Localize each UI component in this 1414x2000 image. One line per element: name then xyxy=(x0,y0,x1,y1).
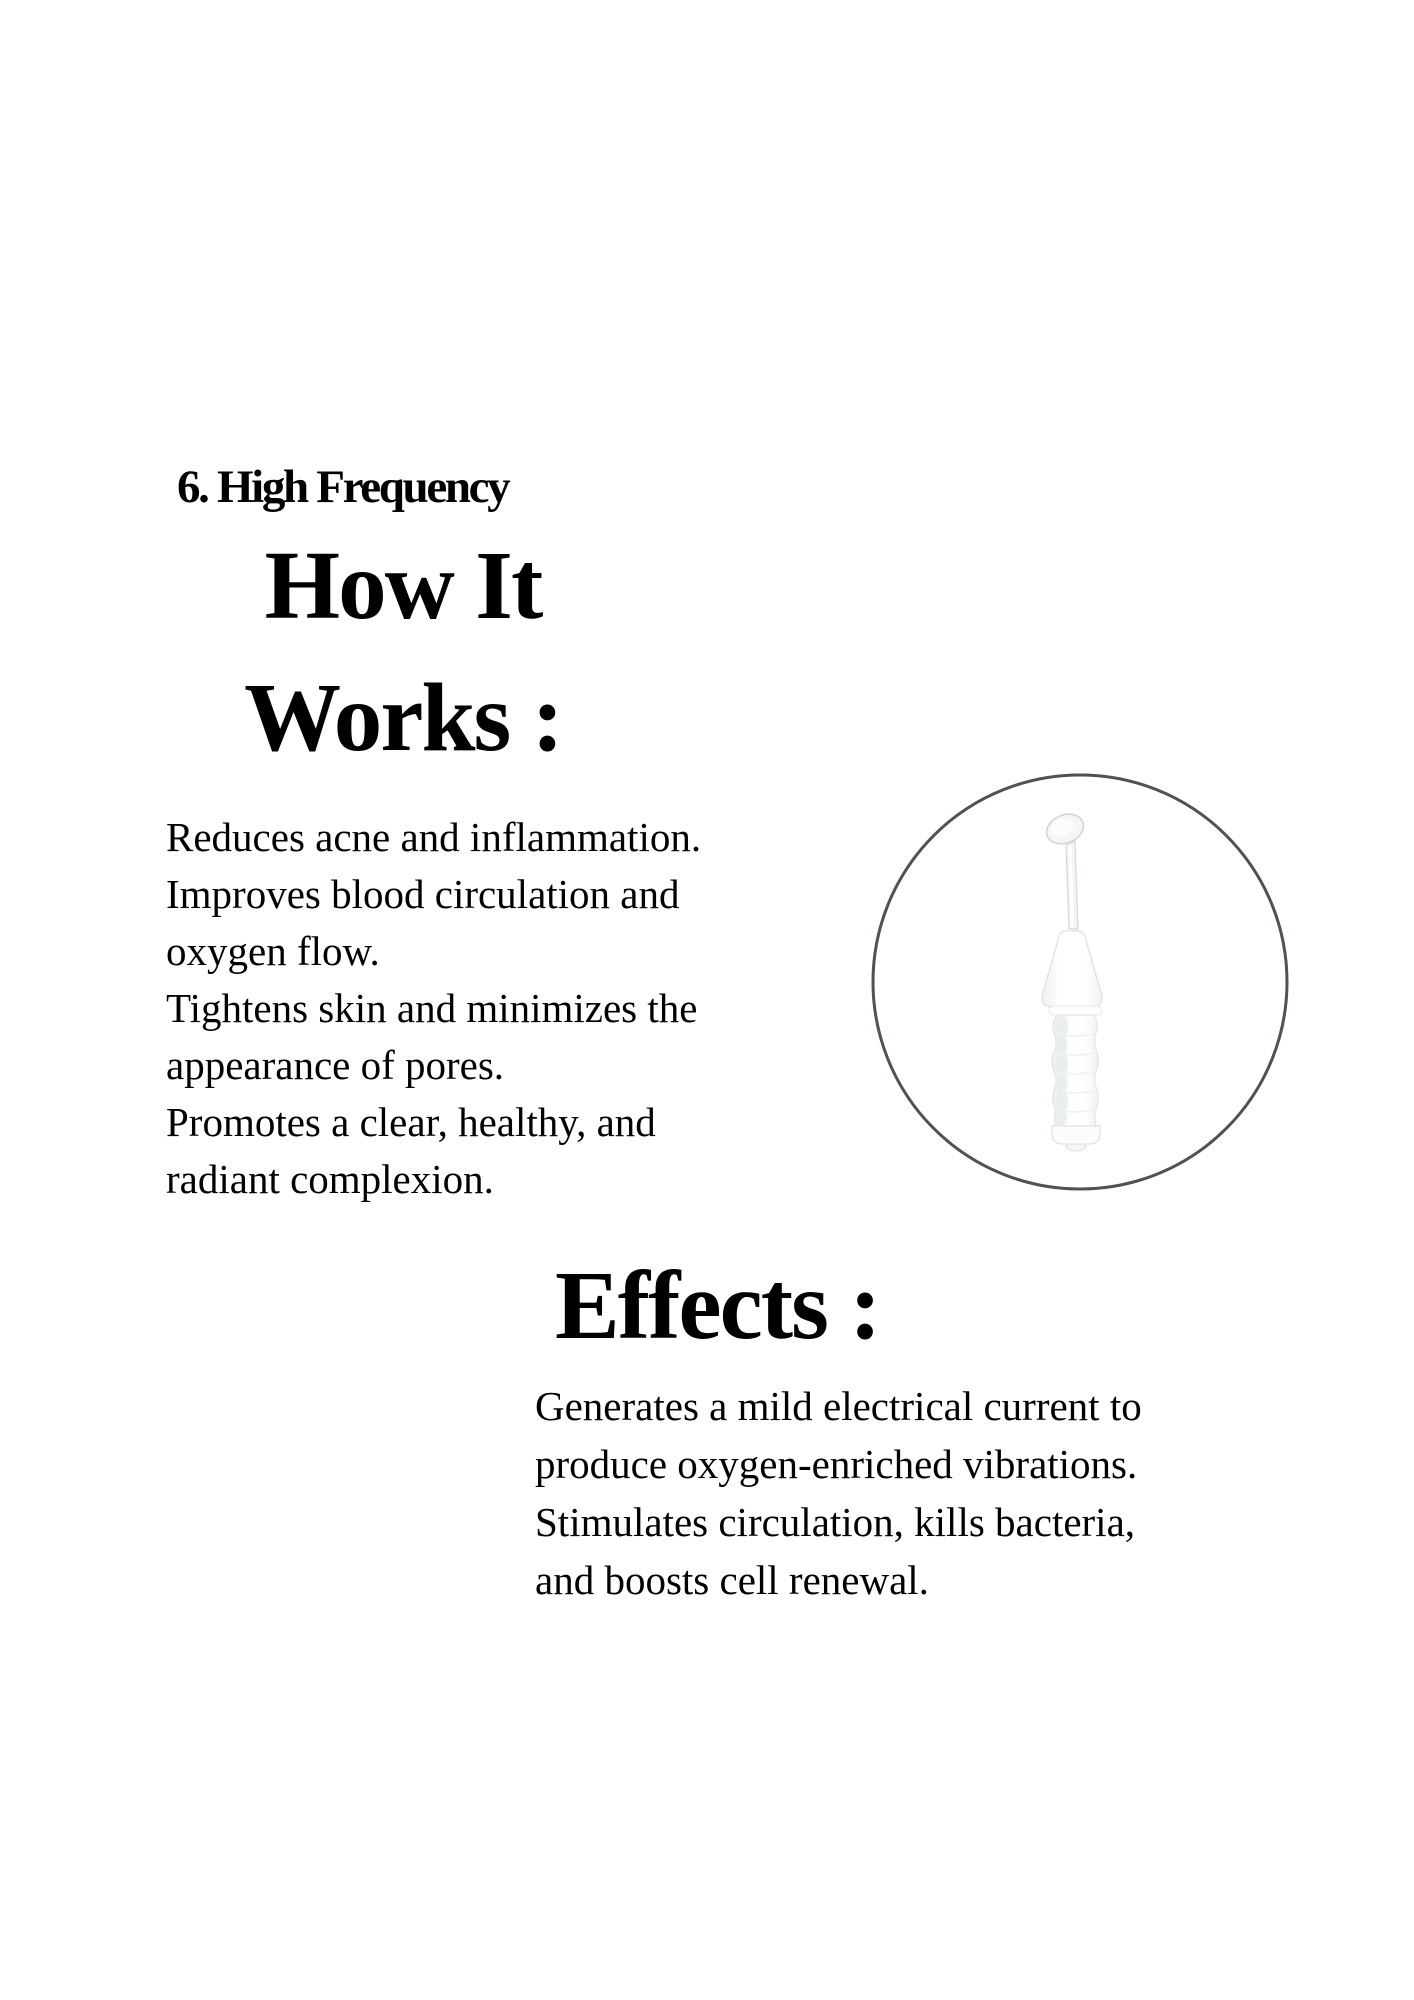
text-line: oxygen flow. xyxy=(166,928,380,974)
text-line: appearance of pores. xyxy=(166,1042,505,1088)
effects-body-text xyxy=(535,1377,1142,1609)
section-label: 6. High Frequency xyxy=(177,461,509,513)
text-line: Works : xyxy=(244,664,562,771)
wand-collar-ring xyxy=(1049,1006,1102,1015)
text-line: produce oxygen-enriched vibrations. xyxy=(535,1441,1138,1487)
text-line: Generates a mild electrical current to xyxy=(535,1383,1142,1429)
text-line: Improves blood circulation and xyxy=(166,871,680,917)
text-line: Tightens skin and minimizes the xyxy=(166,985,698,1031)
high-frequency-wand-illustration xyxy=(860,765,1300,1205)
how-it-works-heading xyxy=(103,520,703,784)
text-line: Reduces acne and inflammation. xyxy=(166,814,702,860)
how-it-works-body-text xyxy=(166,809,701,1208)
text-line: radiant complexion. xyxy=(166,1156,494,1202)
text-line: How It xyxy=(264,532,542,639)
text-line: and boosts cell renewal. xyxy=(535,1557,929,1603)
device-figure xyxy=(860,765,1300,1205)
text-line: Stimulates circulation, kills bacteria, xyxy=(535,1499,1136,1545)
effects-heading: Effects : xyxy=(555,1252,880,1359)
text-line: Promotes a clear, healthy, and xyxy=(166,1099,656,1145)
wand-bottom-cap xyxy=(1052,1126,1100,1144)
